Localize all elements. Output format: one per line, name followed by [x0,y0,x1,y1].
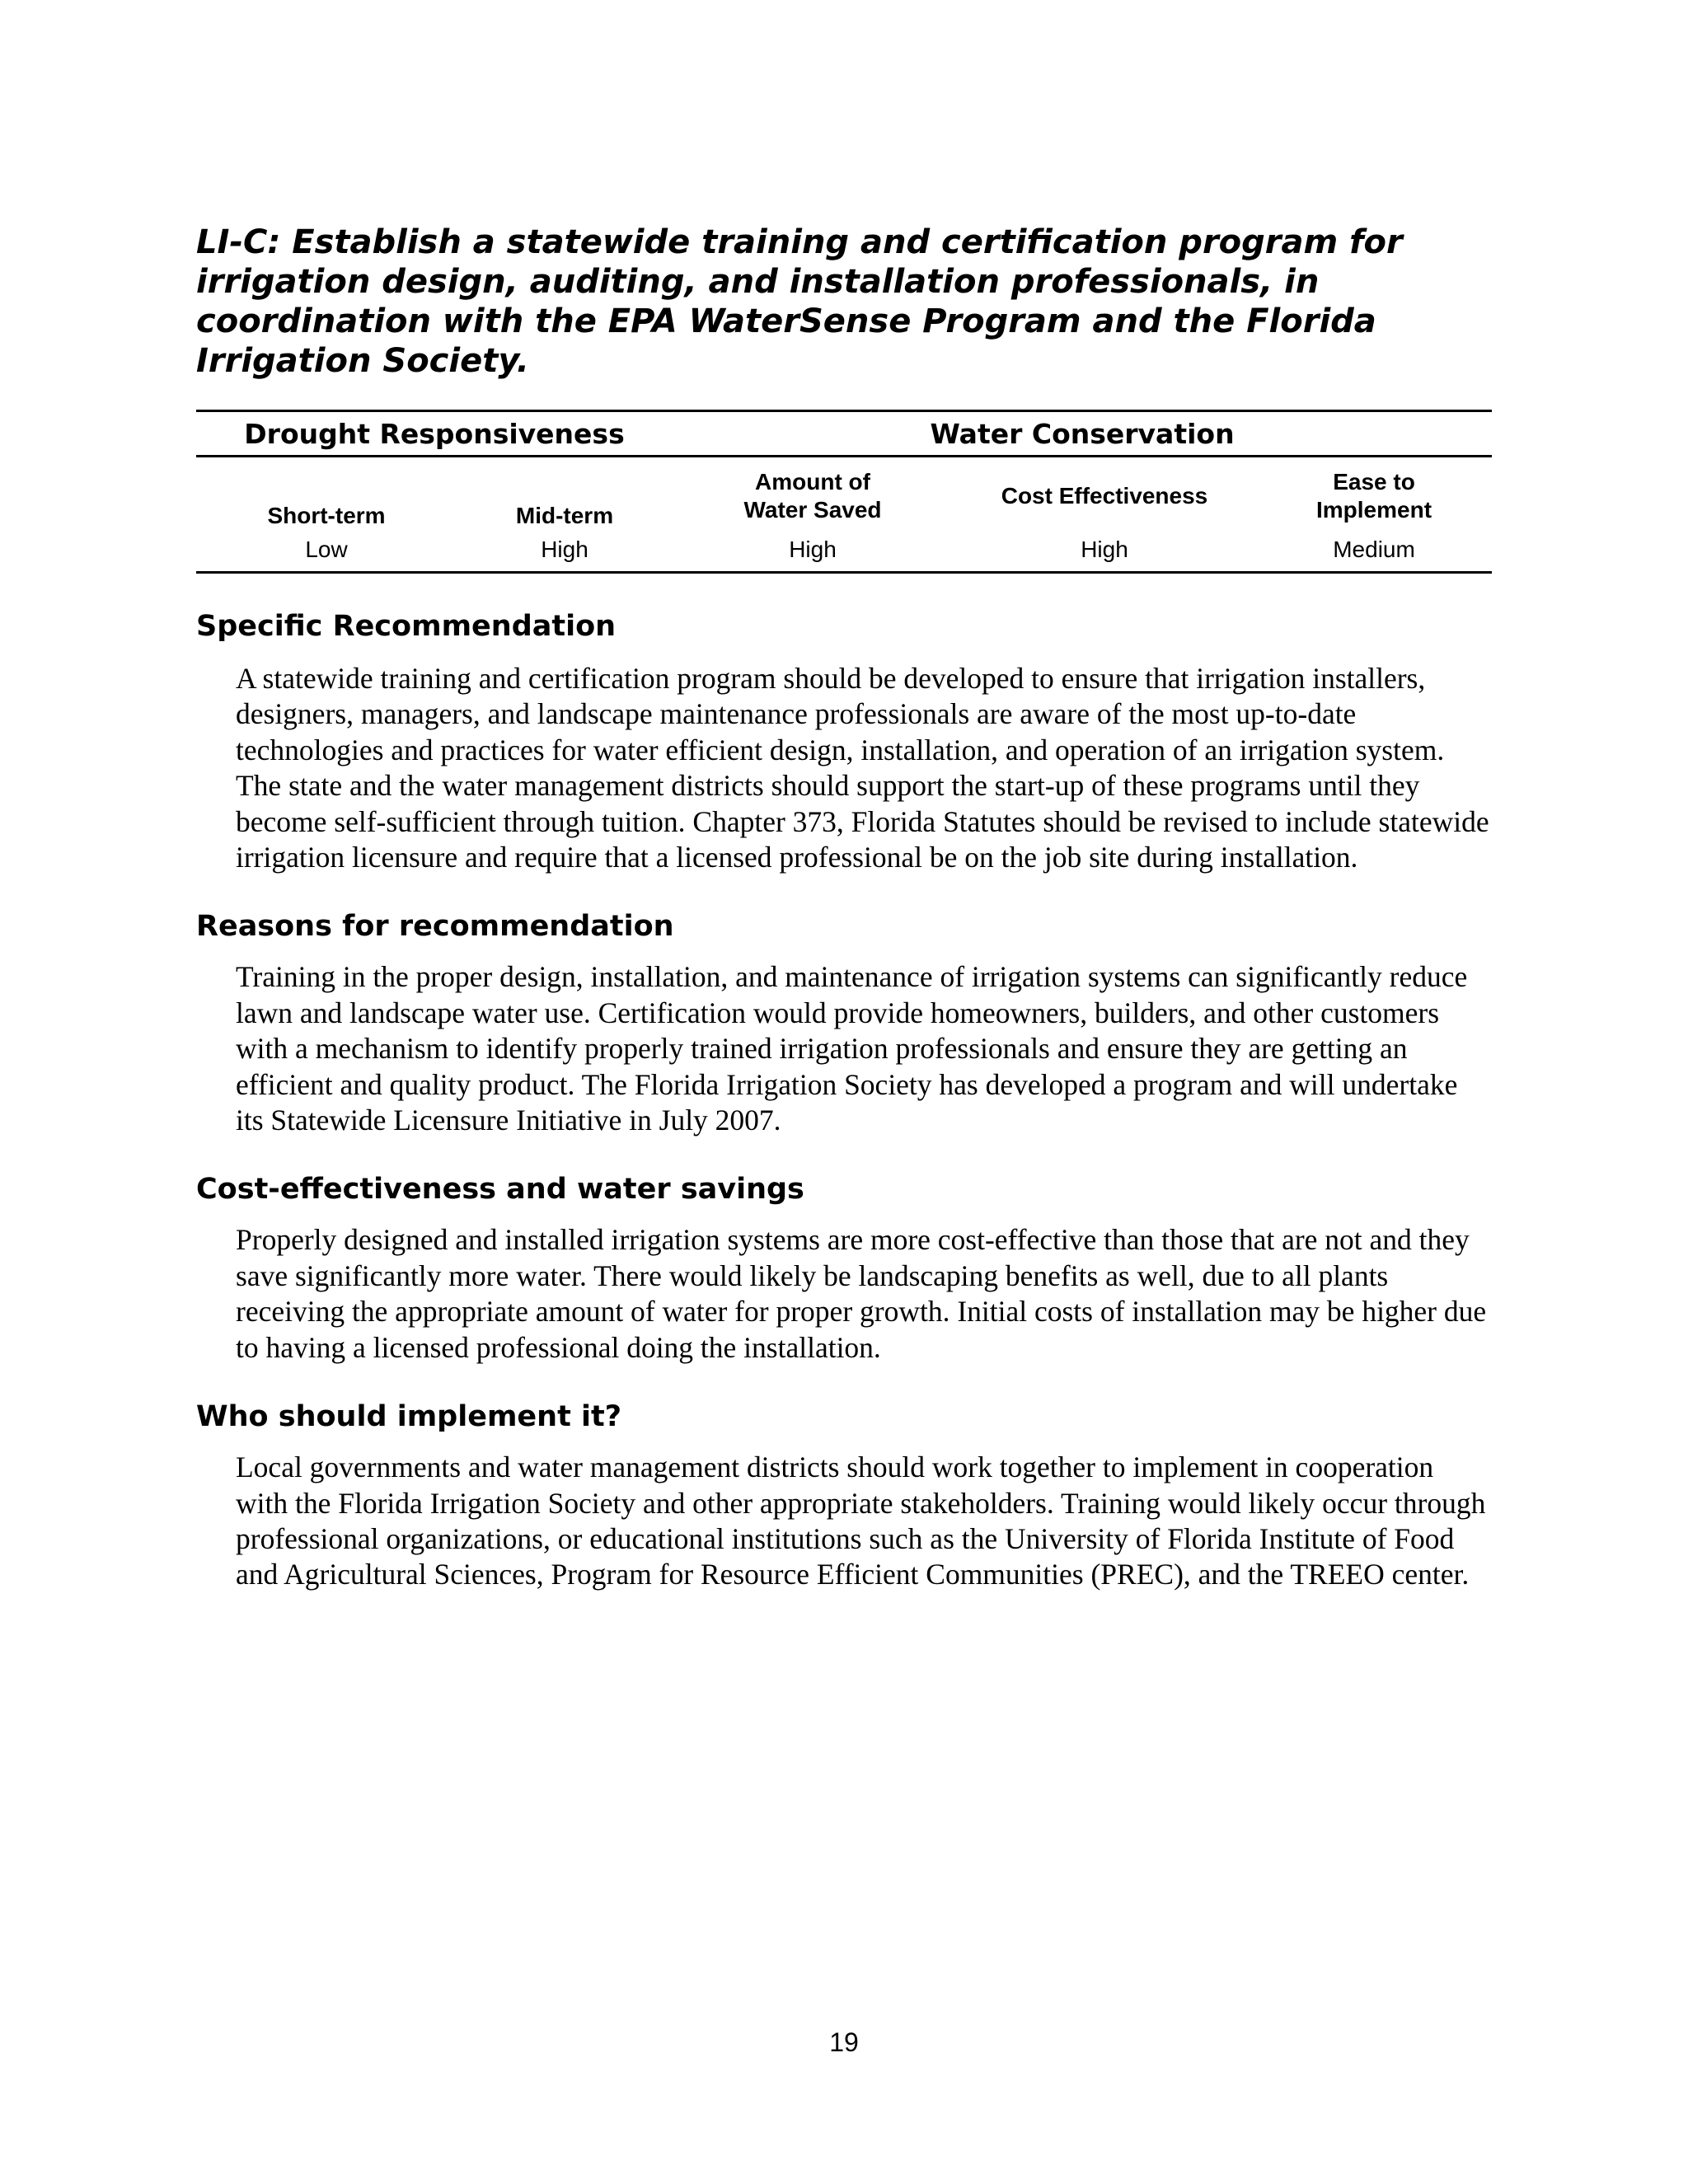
group-header-water-conservation: Water Conservation [673,411,1492,457]
value-ease: Medium [1256,533,1492,573]
column-header-short-term: Short-term [267,503,386,528]
section-reasons [196,908,1492,1138]
section-heading: Cost-effectiveness and water savings [196,1173,804,1207]
column-header-amount-saved [673,457,953,534]
page-number: 19 [829,2027,859,2057]
column-header-mid-term: Mid-term [515,503,614,528]
value-mid-term: High [457,533,673,573]
section-who-implements [196,1399,1492,1593]
section-cost-effectiveness [196,1171,1492,1366]
recommendation-title: LI-C: Establish a statewide training and certification program for irrigation design, auditing, and installation professionals, in coordination with the EPA WaterSense Program and the Florida Irrigation Society. [196,223,1403,380]
section-heading: Who should implement it? [196,1400,622,1434]
column-header-amount-saved-text: Amount of Water Saved [743,469,882,523]
column-header-ease [1256,457,1492,534]
table-column-header-row [196,457,1492,534]
group-header-drought: Drought Responsiveness [196,411,673,457]
section-heading: Reasons for recommendation [196,910,674,944]
value-amount-saved: High [673,533,953,573]
section-body: A statewide training and certification program should be developed to ensure that irrigation installers, designers, managers, and landscape maintenance professionals are aware of the most up-to-date technologies and practices for water efficient design, installation, and operation of an irrigation system. The state and the water management districts should support the start-up of these programs until they become self-sufficient through tuition. Chapter 373, Florida Statutes should be revised to include statewide irrigation licensure and require that a licensed professional be on the job site during installation. [236,662,1489,874]
section-body: Local governments and water management districts should work together to implement in cooperation with the Florida Irrigation Society and other appropriate stakeholders. Training would likely occur through professional organizations, or educational institutions such as the University of Florida Institute of Food and Agricultural Sciences, Program for Resource Efficient Communities (PREC), and the TREEO center. [236,1451,1486,1591]
column-header-ease-text: Ease to Implement [1316,469,1432,523]
metrics-table [196,410,1492,574]
document-page [196,223,1492,1593]
section-heading: Specific Recommendation [196,610,617,643]
value-short-term: Low [196,533,457,573]
table-value-row [196,533,1492,573]
section-body: Properly designed and installed irrigation systems are more cost-effective than those that are not and they save significantly more water. There would likely be landscaping benefits as well, due to all plants receiving the appropriate amount of water for proper growth. Initial costs of installation may be higher due to having a licensed professional doing the installation. [236,1223,1487,1364]
column-header-cost-effectiveness: Cost Effectiveness [1001,483,1208,509]
value-cost-effectiveness: High [953,533,1256,573]
table-group-header-row [196,411,1492,457]
section-specific-recommendation [196,608,1492,875]
section-body: Training in the proper design, installation, and maintenance of irrigation systems can significantly reduce lawn and landscape water use. Certification would provide homeowners, builders, and other customers with a mechanism to identify properly trained irrigation professionals and ensure they are getting an efficient and quality product. The Florida Irrigation Society has developed a program and will undertake its Statewide Licensure Initiative in July 2007. [236,960,1468,1137]
